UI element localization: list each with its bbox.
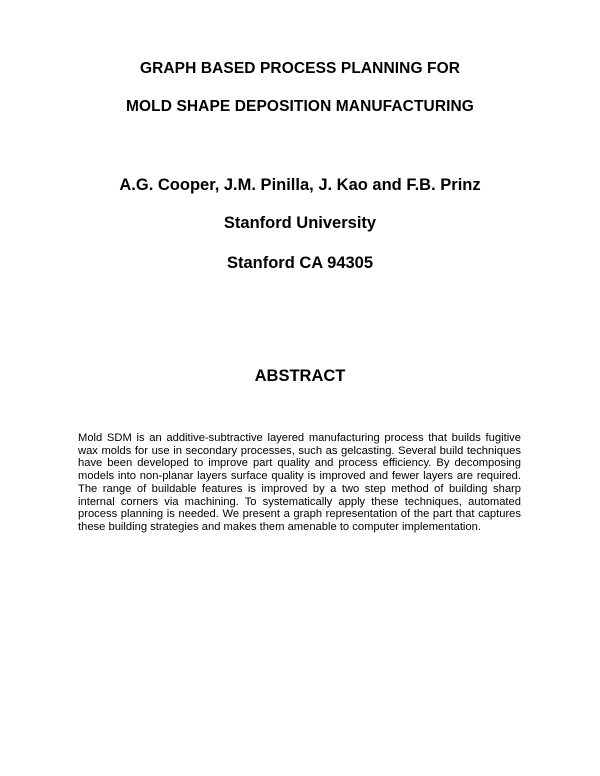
affiliation: Stanford University (223, 214, 377, 232)
abstract-body: Mold SDM is an additive-subtractive layered manufacturing process that builds fugitive wax molds for use in secondary processes, such as gelcasting. Several build techniques have been developed to improve part quality and process efficiency. By decomposing models into non-planar layers surface quality is improved and fewer layers are required. The range of buildable features is improved by a two step method of building sharp internal corners via machining. To systematically apply these techniques, automated process planning is needed. We present a graph representation of the part that captures these building strategies and makes them amenable to computer implementation. (78, 432, 521, 533)
abstract-heading: ABSTRACT (254, 367, 346, 385)
paper-title-line-2: MOLD SHAPE DEPOSITION MANUFACTURING (126, 98, 474, 115)
paper-title-line-1: GRAPH BASED PROCESS PLANNING FOR (139, 60, 461, 77)
authors: A.G. Cooper, J.M. Pinilla, J. Kao and F.B. Prinz (119, 176, 481, 194)
address: Stanford CA 94305 (226, 254, 374, 272)
